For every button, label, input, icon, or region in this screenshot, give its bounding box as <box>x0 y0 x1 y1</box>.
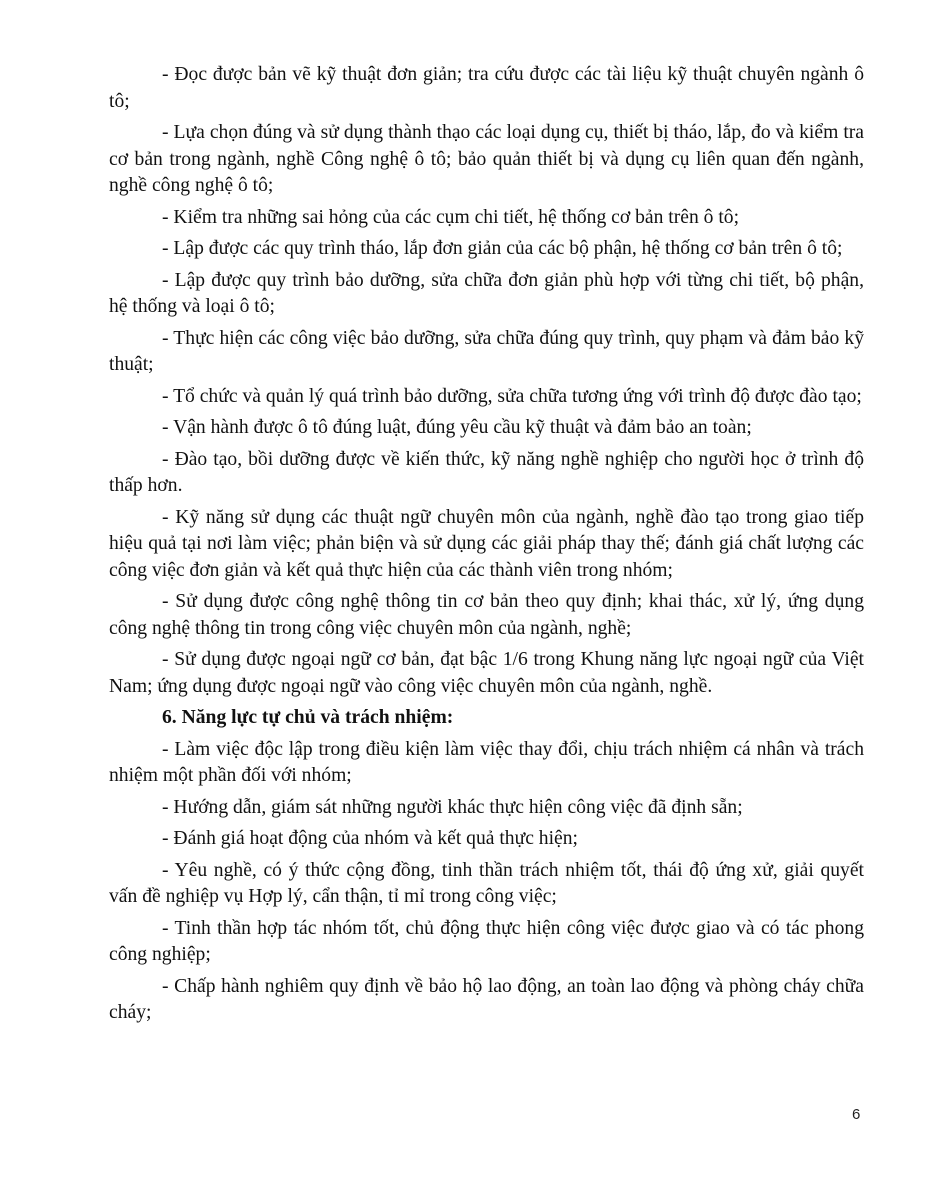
paragraph: - Đánh giá hoạt động của nhóm và kết quả thực hiện; <box>162 828 578 849</box>
paragraph: - Vận hành được ô tô đúng luật, đúng yêu cầu kỹ thuật và đảm bảo an toàn; <box>162 417 752 438</box>
section-heading: 6. Năng lực tự chủ và trách nhiệm: <box>162 707 454 728</box>
page-number: 6 <box>852 1106 861 1123</box>
paragraph: - Làm việc độc lập trong điều kiện làm việc thay đổi, chịu trách nhiệm cá nhân và trách nhiệm một phần đối với nhóm; <box>109 738 864 786</box>
paragraph: - Tinh thần hợp tác nhóm tốt, chủ động thực hiện công việc được giao và có tác phong công nghiệp; <box>109 917 864 965</box>
paragraph: - Lập được quy trình bảo dưỡng, sửa chữa đơn giản phù hợp với từng chi tiết, bộ phận, hệ thống và loại ô tô; <box>109 269 864 317</box>
paragraph: - Kỹ năng sử dụng các thuật ngữ chuyên môn của ngành, nghề đào tạo trong giao tiếp hiệu quả tại nơi làm việc; phản biện và sử dụng các giải pháp thay thế; đánh giá chất lượng các công việc đơn giản và kết quả thực hiện của các thành viên trong nhóm; <box>109 506 864 581</box>
paragraph: - Đào tạo, bồi dưỡng được về kiến thức, kỹ năng nghề nghiệp cho người học ở trình độ thấp hơn. <box>109 448 864 496</box>
paragraph: - Yêu nghề, có ý thức cộng đồng, tinh thần trách nhiệm tốt, thái độ ứng xử, giải quyết vấn đề nghiệp vụ Hợp lý, cẩn thận, tỉ mỉ trong công việc; <box>109 859 864 907</box>
paragraph: - Lựa chọn đúng và sử dụng thành thạo các loại dụng cụ, thiết bị tháo, lắp, đo và kiểm tra cơ bản trong ngành, nghề Công nghệ ô tô; bảo quản thiết bị và dụng cụ liên quan đến ngành, nghề công nghệ ô tô; <box>109 122 864 196</box>
paragraph: - Thực hiện các công việc bảo dưỡng, sửa chữa đúng quy trình, quy phạm và đảm bảo kỹ thuật; <box>109 327 864 375</box>
paragraph: - Chấp hành nghiêm quy định về bảo hộ lao động, an toàn lao động và phòng cháy chữa cháy; <box>109 975 864 1023</box>
paragraph: - Lập được các quy trình tháo, lắp đơn giản của các bộ phận, hệ thống cơ bản trên ô tô; <box>162 238 843 259</box>
paragraph: - Sử dụng được ngoại ngữ cơ bản, đạt bậc 1/6 trong Khung năng lực ngoại ngữ của Việt Nam; ứng dụng được ngoại ngữ vào công việc chuyên môn của ngành, nghề. <box>109 649 864 697</box>
paragraph: - Tổ chức và quản lý quá trình bảo dưỡng, sửa chữa tương ứng với trình độ được đào tạo; <box>162 385 862 407</box>
paragraph: - Hướng dẫn, giám sát những người khác thực hiện công việc đã định sẵn; <box>162 796 743 818</box>
paragraph: - Kiểm tra những sai hỏng của các cụm chi tiết, hệ thống cơ bản trên ô tô; <box>162 206 740 228</box>
paragraph: - Sử dụng được công nghệ thông tin cơ bản theo quy định; khai thác, xử lý, ứng dụng công nghệ thông tin trong công việc chuyên môn của ngành, nghề; <box>109 591 864 639</box>
document-page <box>109 62 864 1032</box>
paragraph: - Đọc được bản vẽ kỹ thuật đơn giản; tra cứu được các tài liệu kỹ thuật chuyên ngành ô tô; <box>109 64 864 112</box>
